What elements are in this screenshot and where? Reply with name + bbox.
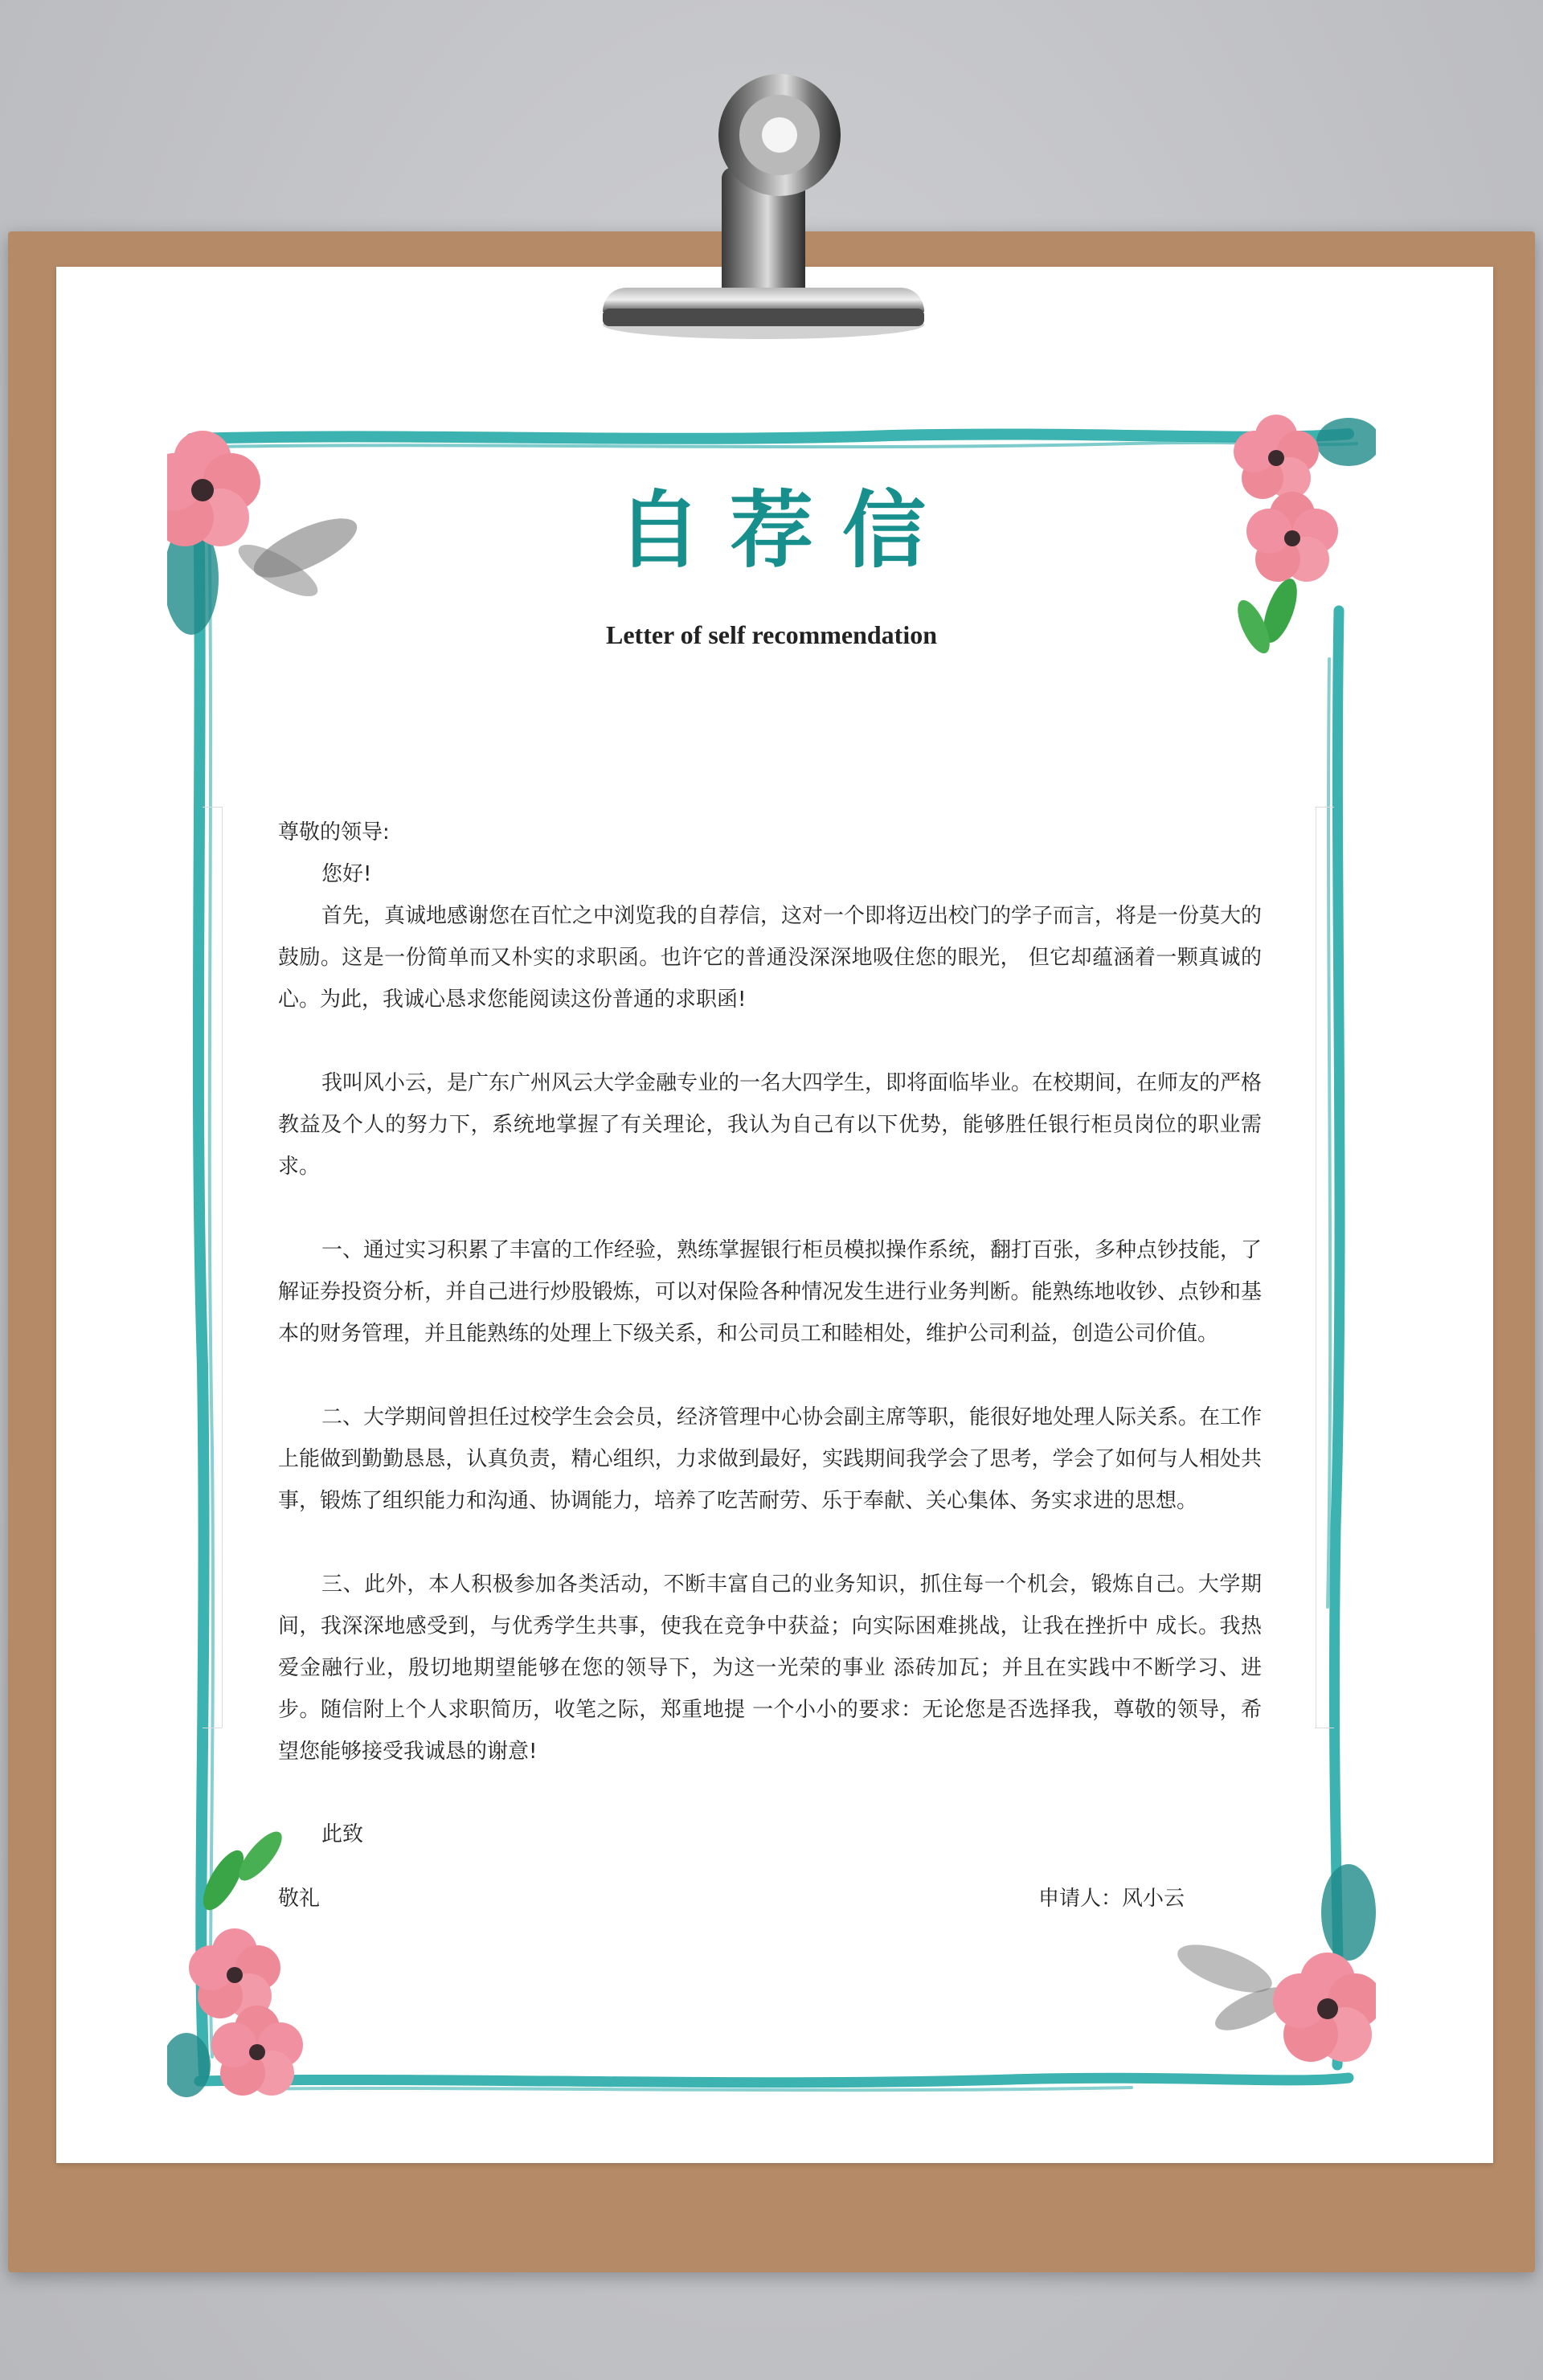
letter-body — [278, 812, 1262, 1773]
flower-corner-icon — [1172, 1864, 1376, 2062]
guide-tick — [203, 807, 222, 808]
binder-clip-icon — [579, 47, 948, 352]
greeting: 您好! — [321, 862, 372, 886]
guide-tick — [1315, 807, 1334, 808]
salutation: 尊敬的领导: — [278, 820, 390, 844]
closing-phrase: 此致 — [321, 1822, 364, 1846]
letter-paragraph: 二、大学期间曾担任过校学生会会员，经济管理中心协会副主席等职，能很好地处理人际关系。在工作上能做到勤勤恳恳，认真负责，精心组织，力求做到最好，实践期间我学会了思考，学会了如何与人相处共事，锻炼了组织能力和沟通、协调能力，培养了吃苦耐劳、乐于奉献、关心集体、务实求进的思想。 — [278, 1405, 1263, 1513]
letter-paragraph: 首先，真诚地感谢您在百忙之中浏览我的自荐信，这对一个即将迈出校门的学子而言，将是一份莫大的鼓励。这是一份简单而又朴实的求职函。也许它的普通没深深地吸住您的眼光， 但它却蕴涵着一颗真诚的心。为此，我诚心恳求您能阅读这份普通的求职函! — [278, 904, 1263, 1012]
page-title: 自荐信 — [616, 480, 955, 579]
letter-paragraph: 我叫风小云，是广东广州风云大学金融专业的一名大四学生，即将面临毕业。在校期间，在师友的严格 教益及个人的努力下，系统地掌握了有关理论，我认为自己有以下优势，能够胜任银行柜员岗位的职业需求。 — [278, 1071, 1263, 1179]
letter-paragraph: 三、此外，本人积极参加各类活动，不断丰富自己的业务知识，抓住每一个机会，锻炼自己。大学期间，我深深地感受到，与优秀学生共事，使我在竞争中获益；向实际困难挑战，让我在挫折中 成长。我热爱金融行业，殷切地期望能够在您的领导下，为这一光荣的事业 添砖加瓦；并且在实践中不断学习、进步。随信附上个人求职简历，收笔之际，郑重地提 一个小小的要求：无论您是否选择我，尊敬的领导，希望您能够接受我诚恳的谢意! — [278, 1572, 1262, 1764]
page-subtitle: Letter of self recommendation — [605, 620, 938, 649]
letter-paragraph: 一、通过实习积累了丰富的工作经验，熟练掌握银行柜员模拟操作系统，翻打百张，多种点钞技能，了解证券投资分析，并自己进行炒股锻炼，可以对保险各种情况发生进行业务判断。能熟练地收钞、点钞和基本的财务管理，并且能熟练的处理上下级关系，和公司员工和睦相处，维护公司利益，创造公司价值。 — [278, 1238, 1263, 1346]
flower-corner-icon — [167, 1826, 303, 2097]
signature: 申请人：风小云 — [1038, 1887, 1185, 1911]
regards: 敬礼 — [278, 1887, 321, 1911]
